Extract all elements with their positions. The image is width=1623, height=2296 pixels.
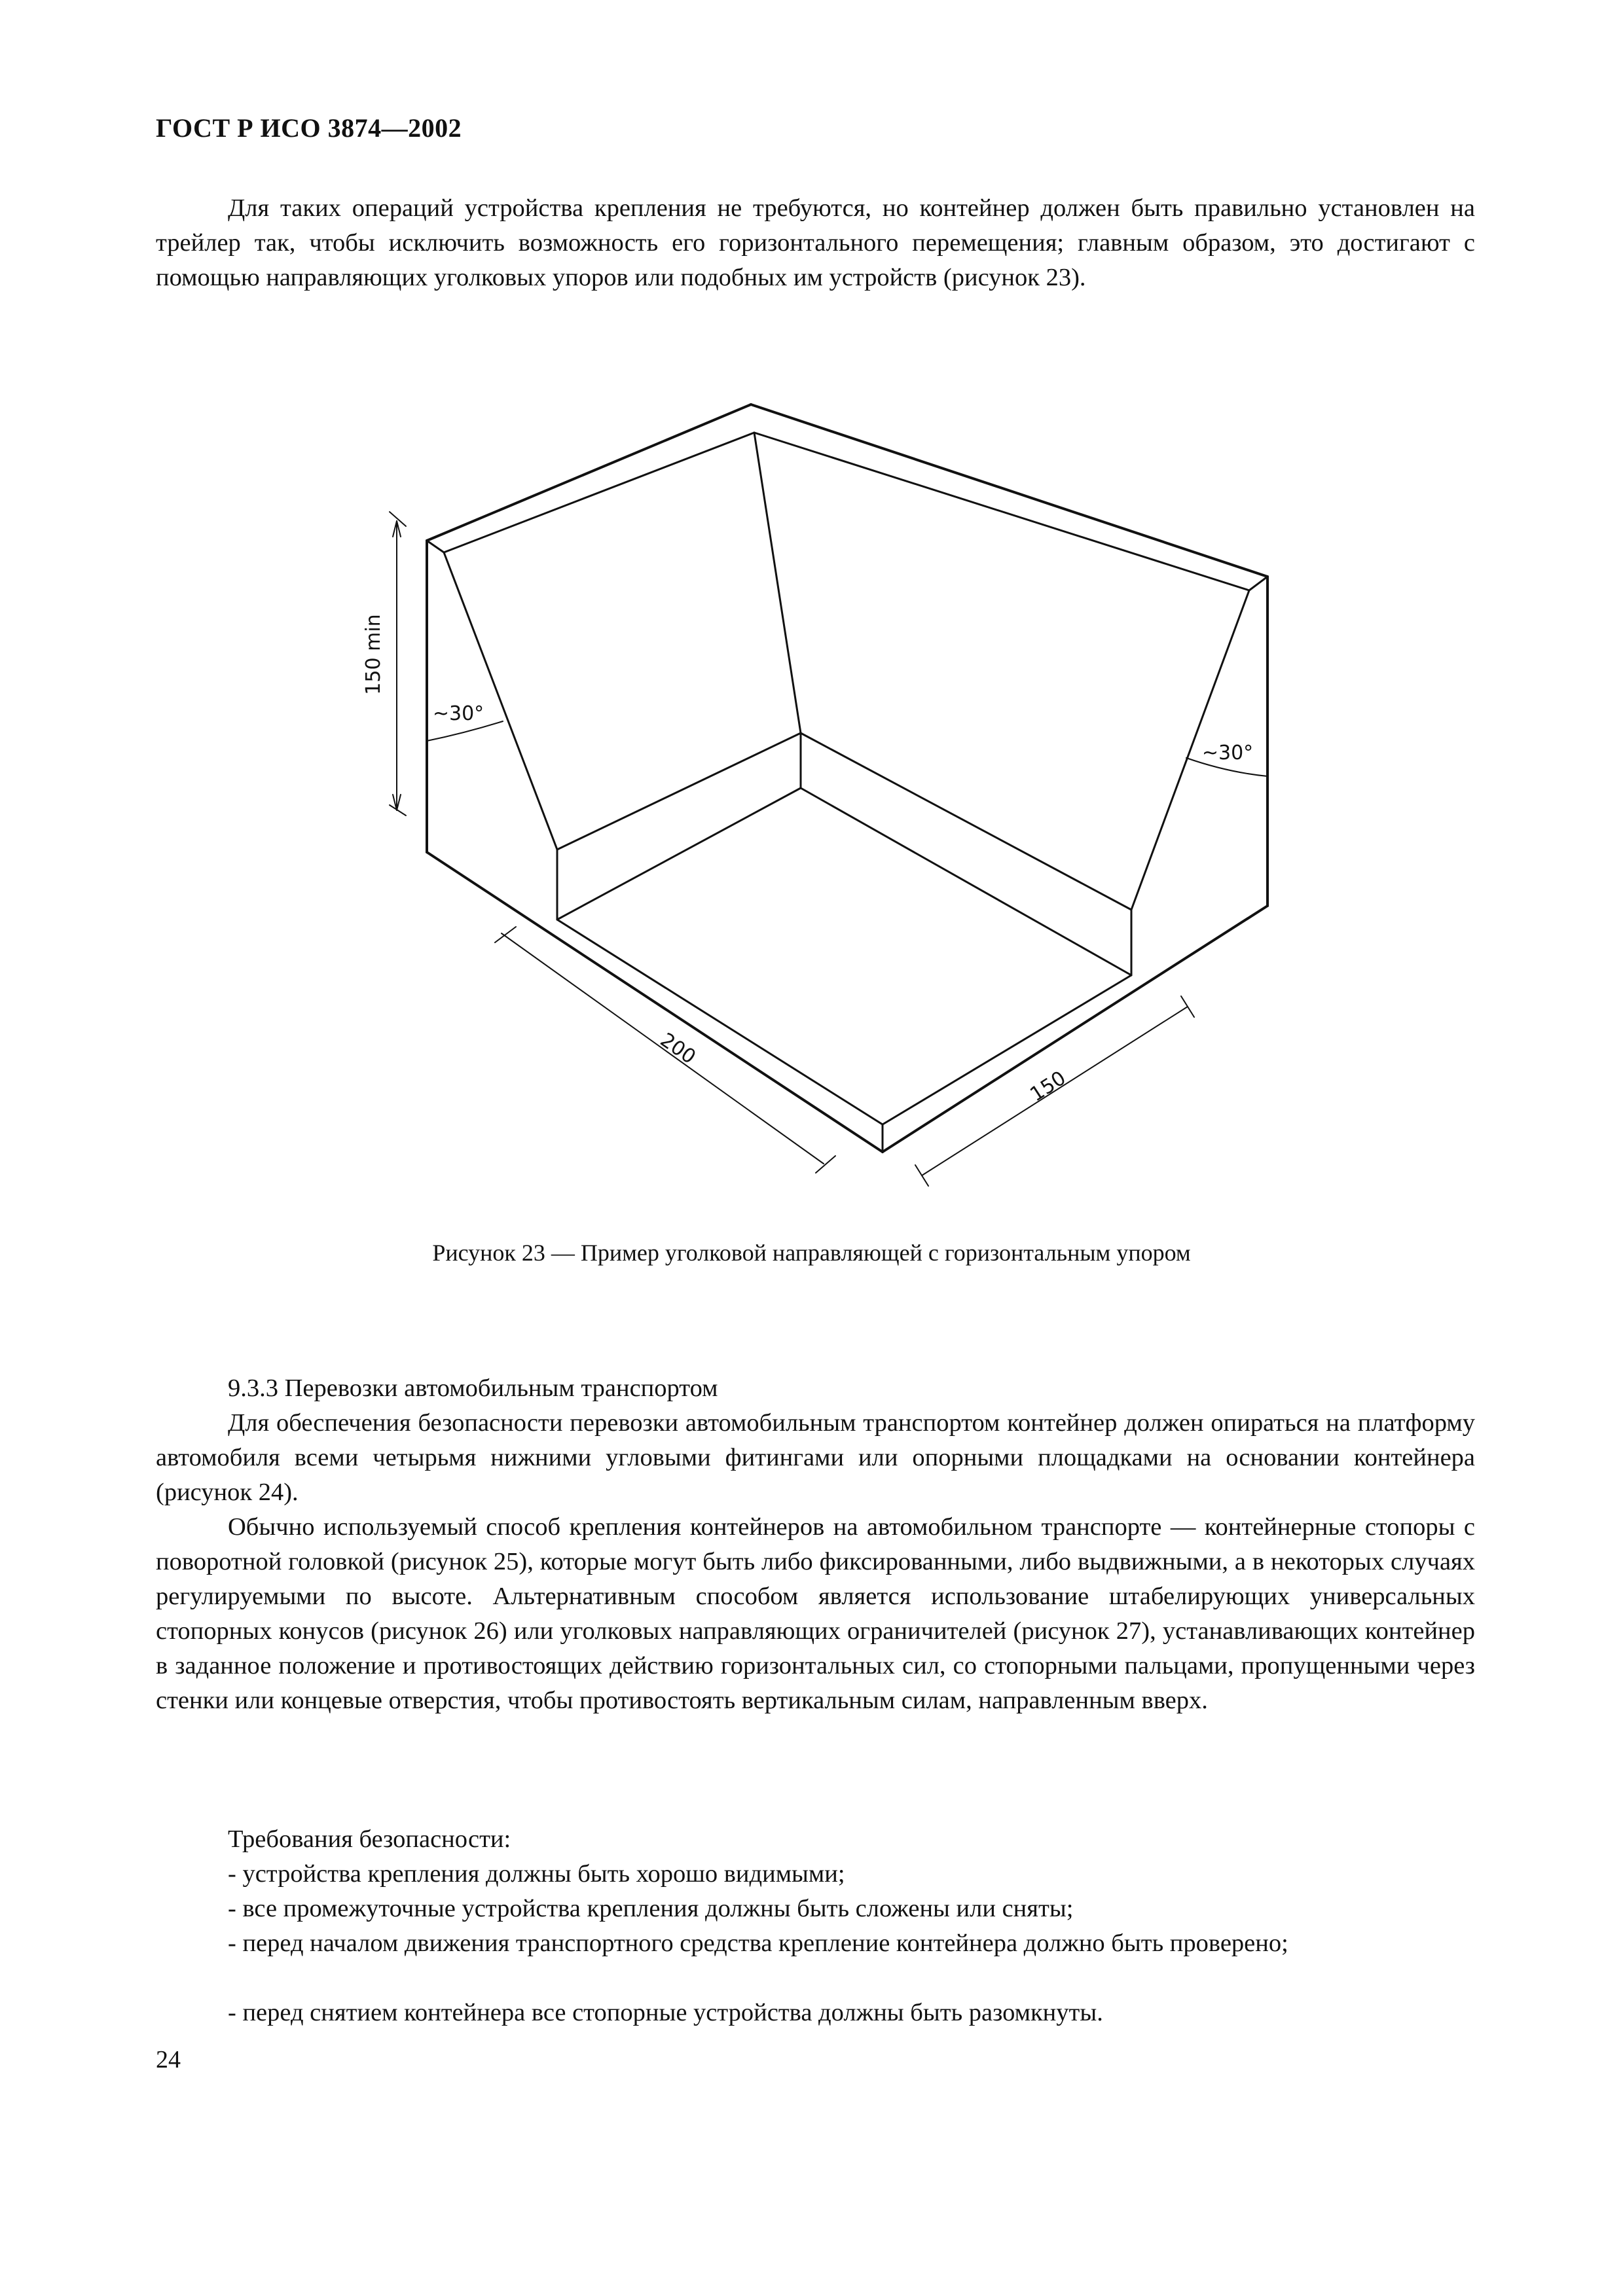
dim-ext [1181, 996, 1194, 1017]
fig-edge [754, 433, 801, 733]
requirement-item: - перед началом движения транспортного средства крепление контейнера должно быть проверено; [228, 1929, 1288, 1957]
section-paragraph-1: Для обеспечения безопасности перевозки автомобильным транспортом контейнер должен опираться на платформу автомобиля всеми четырьмя нижними угловыми фитингами или опорными площадками на основании контейнера (рисунок 24). [156, 1409, 1475, 1506]
section-paragraph-2: Обычно используемый способ крепления контейнеров на автомобильном транспорте — контейнерные стопоры с поворотной головкой (рисунок 25), которые могут быть либо фиксированными, либо выдвижными, а в некоторых случаях регулируемыми по высоте. Альтернативным способом является использование штабелирующих универсальных стопорных конусов (рисунок 26) или уголковых направляющих ограничителей (рисунок 27), устанавливающих контейнер в заданное положение и противостоящих действию горизонтальных сил, со стопорными пальцами, пропущенными через стенки или концевые отверстия, чтобы противостоять вертикальным силам, направленным вверх. [156, 1513, 1475, 1714]
dim-width-label: 150 [1026, 1066, 1070, 1107]
fig-edge [801, 788, 1131, 975]
fig-edge [427, 541, 444, 552]
requirement-item: - устройства крепления должны быть хорошо видимыми; [228, 1860, 845, 1888]
angle-right-label: ~30° [1201, 742, 1254, 764]
fig-edge [801, 733, 1131, 910]
dim-ext [495, 927, 516, 942]
fig-edge [427, 404, 751, 541]
intro-paragraph: Для таких операций устройства крепления не требуются, но контейнер должен быть правильно установлен на трейлер так, чтобы исключить возможность его горизонтального перемещения; главным образом, это достигают с помощью направляющих уголковых упоров или подобных им устройств (рисунок 23). [156, 194, 1475, 291]
fig-edge [557, 788, 801, 920]
fig-edge [883, 975, 1131, 1124]
section-heading: 9.3.3 Перевозки автомобильным транспортом [228, 1374, 718, 1402]
figure-corner-guide [354, 393, 1270, 1198]
fig-edge [427, 852, 883, 1152]
dim-ext [816, 1156, 835, 1173]
fig-edge [444, 552, 557, 850]
dim-height-label: 150 min [362, 614, 385, 695]
fig-edge [751, 404, 1267, 577]
dim-ext [915, 1165, 928, 1186]
requirement-item: - перед снятием контейнера все стопорные устройства должны быть разомкнуты. [228, 1999, 1103, 2026]
fig-edge [754, 433, 1249, 590]
angle-left-label: ~30° [432, 702, 484, 725]
page-number: 24 [156, 2046, 181, 2073]
document-header: ГОСТ Р ИСО 3874—2002 [156, 113, 462, 143]
fig-edge [1249, 577, 1267, 590]
requirement-item: - все промежуточные устройства крепления должны быть сложены или сняты; [228, 1895, 1074, 1922]
fig-edge [557, 733, 801, 850]
fig-edge [557, 920, 883, 1124]
figure-caption: Рисунок 23 — Пример уголковой направляющей с горизонтальным упором [432, 1240, 1191, 1266]
requirements-title: Требования безопасности: [228, 1825, 511, 1853]
dim-length-label: 200 [655, 1028, 700, 1069]
fig-edge [444, 433, 754, 552]
